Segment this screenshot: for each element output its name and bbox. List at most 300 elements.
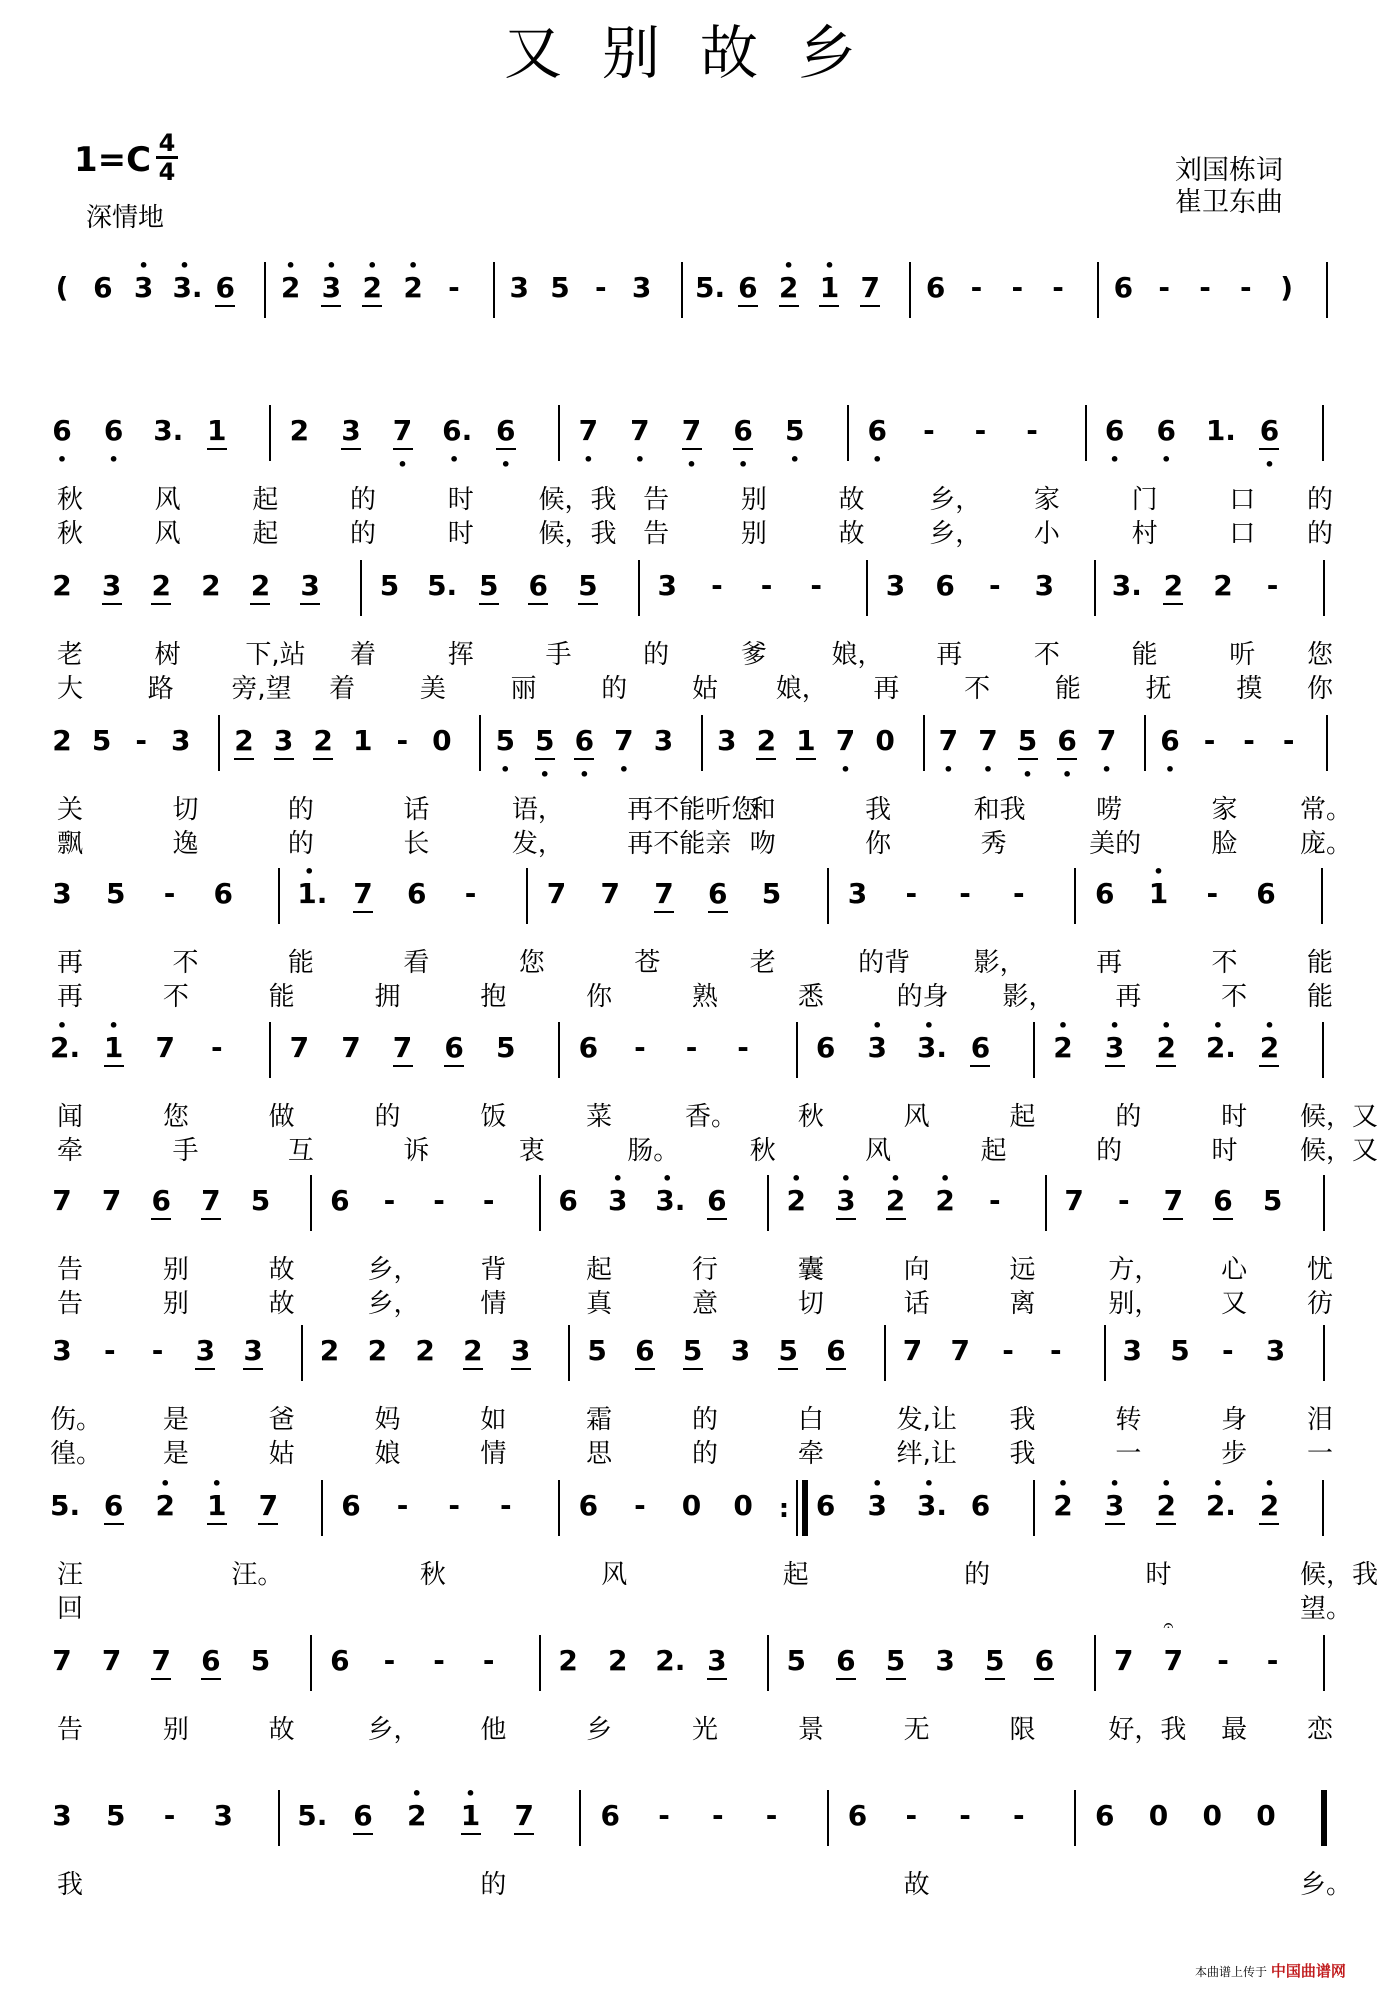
music-row <box>0 262 1400 322</box>
note: 6 <box>970 1489 991 1522</box>
note: 5 <box>983 1645 1007 1677</box>
lyric-word: 飘 <box>56 829 83 859</box>
note: 2 <box>754 725 778 757</box>
note: 7 <box>155 1031 175 1064</box>
note: • 2 <box>1257 1032 1281 1064</box>
lyric-word: 的 <box>287 829 314 859</box>
dash-note: - <box>163 877 176 910</box>
lyric-word: 乡 <box>586 1715 613 1745</box>
dash-note: - <box>448 1489 460 1522</box>
lyric-word: 长 <box>403 829 430 859</box>
dash-note: - <box>210 1031 223 1064</box>
barline <box>1322 405 1324 461</box>
lyric-word: 告 <box>643 519 670 549</box>
note: 6 <box>341 1489 361 1522</box>
lyric-word: 告 <box>56 1255 83 1285</box>
note: 7 <box>52 1184 72 1217</box>
lyric-word: 乡， <box>929 519 982 549</box>
time-signature-bottom: 4 <box>158 158 176 186</box>
lyric-line-1 <box>0 946 1400 980</box>
note: 2 <box>52 724 72 757</box>
lyric-line-2 <box>0 1437 1400 1471</box>
note: 6 <box>968 1032 992 1064</box>
lyric-word: 妈 <box>374 1405 401 1435</box>
note: 1. <box>1205 414 1236 447</box>
note: 0 <box>875 724 895 757</box>
lyric-word: 风 <box>154 519 181 549</box>
lyric-word: 不 <box>1033 640 1060 670</box>
lyric-word: 挥 <box>447 640 474 670</box>
note: 1 <box>205 415 229 447</box>
lyric-word: 关 <box>56 795 83 825</box>
lyric-word: 的 <box>374 1102 401 1132</box>
lyric-word: 影， <box>973 948 1026 978</box>
lyric-word: 脸 <box>1211 829 1238 859</box>
note: 6 <box>407 877 427 910</box>
lyric-word: 的 <box>350 485 377 515</box>
barline <box>558 405 560 461</box>
barline <box>681 262 683 318</box>
barline <box>1323 1325 1325 1381</box>
lyric-word: 景 <box>797 1715 824 1745</box>
dash-note: - <box>1011 271 1024 304</box>
music-row <box>0 560 1400 620</box>
dash-note: - <box>103 1334 116 1367</box>
note: • 1 <box>1147 878 1171 910</box>
dash-note: - <box>905 877 918 910</box>
note: 5 <box>91 724 112 757</box>
lyricist-credit: 刘国栋词 <box>1175 155 1283 186</box>
note: 5. <box>50 1489 81 1522</box>
note: 3 <box>298 570 322 602</box>
lyric-line-2 <box>0 517 1400 551</box>
note: • 7 <box>576 415 600 447</box>
lyric-word: 起 <box>1009 1102 1036 1132</box>
note: 3 <box>847 877 868 910</box>
lyric-word: 下,站 <box>245 640 306 670</box>
note: 7 <box>101 1184 122 1217</box>
note: 3 <box>657 569 678 602</box>
lyric-word: 娘， <box>831 640 884 670</box>
lyric-word: 告 <box>56 1715 83 1745</box>
lyric-word: 风 <box>865 1136 892 1166</box>
lyric-word: 老 <box>749 948 776 978</box>
lyric-word: 起 <box>980 1136 1007 1166</box>
barline <box>701 715 703 771</box>
barline <box>638 560 640 616</box>
note: 5. <box>427 569 458 602</box>
parenthesis: ( <box>55 271 69 304</box>
note: 5 <box>884 1645 908 1677</box>
note: 3 <box>213 1799 233 1832</box>
lyric-word: 一 <box>1306 1439 1333 1469</box>
lyric-word: 告 <box>643 485 670 515</box>
lyric-word: 发， <box>511 829 564 859</box>
note: • 1 <box>102 1032 126 1064</box>
lyric-word: 发,让 <box>896 1405 957 1435</box>
note: • 2 <box>1154 1490 1178 1522</box>
dash-note: - <box>1012 877 1025 910</box>
dash-note: - <box>383 1184 396 1217</box>
lyric-word: 摸 <box>1236 674 1263 704</box>
lyric-word: 时 <box>1145 1560 1172 1590</box>
lyric-word: 心 <box>1221 1255 1248 1285</box>
note: 3 <box>52 1799 72 1832</box>
note: 5 <box>1262 1184 1283 1217</box>
lyric-word: 爹 <box>740 640 767 670</box>
barline <box>264 262 266 318</box>
lyric-word: 一 <box>1115 1439 1142 1469</box>
dash-note: - <box>1266 1644 1279 1677</box>
barline <box>796 1022 798 1078</box>
lyric-word: 向 <box>903 1255 930 1285</box>
lyric-word: 门 <box>1131 485 1158 515</box>
note: 6 <box>1256 877 1276 910</box>
note: 7 <box>858 272 882 304</box>
note: • 2 <box>405 1800 429 1832</box>
barline <box>767 1635 769 1691</box>
lyric-word: 再 <box>1115 982 1142 1012</box>
dash-note: - <box>482 1184 495 1217</box>
note: 5 <box>761 877 782 910</box>
note: • 1 <box>205 1490 229 1522</box>
lyric-word: 乡， <box>367 1715 420 1745</box>
note: 3. <box>153 414 184 447</box>
lyric-word: 你 <box>865 829 892 859</box>
lyric-word: 是 <box>162 1405 189 1435</box>
barline <box>767 1175 769 1231</box>
note: • 1 <box>459 1800 483 1832</box>
lyric-word: 囊 <box>797 1255 824 1285</box>
lyric-word: 再不能听您 <box>627 795 758 825</box>
note: 3 <box>241 1335 265 1367</box>
note: 3 <box>52 1334 72 1367</box>
dash-note: - <box>1221 1334 1234 1367</box>
note: 5. <box>695 271 726 304</box>
lyric-word: 逸 <box>172 829 199 859</box>
lyric-word: 互 <box>287 1136 314 1166</box>
dash-note: - <box>595 271 607 304</box>
dash-note: - <box>1052 271 1064 304</box>
note: 3 <box>272 725 296 757</box>
barline <box>1144 715 1146 771</box>
lyric-word: 切 <box>797 1289 824 1319</box>
note: 5 <box>681 1335 705 1367</box>
lyric-word: 能 <box>268 982 295 1012</box>
lyric-word: 回 <box>56 1594 83 1624</box>
lyric-word: 肠。 <box>627 1136 680 1166</box>
lyric-word: 再 <box>56 948 83 978</box>
lyric-word: 香。 <box>685 1102 738 1132</box>
lyric-word: 情 <box>480 1439 507 1469</box>
lyric-word: 不 <box>172 948 199 978</box>
note: 6 <box>213 272 237 304</box>
lyric-word: 意 <box>691 1289 718 1319</box>
final-barline <box>1321 1790 1327 1846</box>
lyric-word: 别， <box>1108 1289 1161 1319</box>
dash-note: - <box>970 271 983 304</box>
note: 0 <box>733 1489 753 1522</box>
dash-note: - <box>711 569 723 602</box>
note: 0 <box>1202 1799 1222 1832</box>
dash-note: - <box>988 569 1001 602</box>
music-row <box>0 1790 1400 1850</box>
lyric-word: 望。 <box>1300 1594 1353 1624</box>
note: 3 <box>509 271 529 304</box>
lyric-word: 汪。 <box>231 1560 284 1590</box>
note: 6 <box>93 271 113 304</box>
dash-note: - <box>1026 414 1038 447</box>
note: • 3 <box>1103 1032 1127 1064</box>
note: • 3 <box>132 272 156 304</box>
lyric-word: 别 <box>740 485 767 515</box>
lyric-word: 风 <box>601 1560 628 1590</box>
dash-note: - <box>482 1644 495 1677</box>
barline <box>1033 1480 1035 1536</box>
lyric-word: 步 <box>1221 1439 1248 1469</box>
lyric-word: 能 <box>287 948 314 978</box>
lyric-word: 秋 <box>797 1102 824 1132</box>
barline <box>321 1480 323 1536</box>
note: 5 <box>106 1799 126 1832</box>
note: 3 <box>705 1645 729 1677</box>
dash-note: - <box>1049 1334 1062 1367</box>
lyric-word: 的 <box>1306 519 1333 549</box>
barline <box>310 1175 312 1231</box>
note: 7 <box>512 1800 536 1832</box>
lyric-word: 起 <box>586 1255 613 1285</box>
barline <box>1321 868 1323 924</box>
barline <box>479 715 481 771</box>
lyric-word: 手 <box>545 640 572 670</box>
lyric-word: 时 <box>1211 1136 1238 1166</box>
lyric-word: 美的 <box>1089 829 1142 859</box>
time-signature <box>154 130 180 185</box>
note: • 7 <box>936 725 960 757</box>
lyric-word: 语， <box>511 795 564 825</box>
watermark-text: 本曲谱上传于 <box>1195 1965 1268 1979</box>
lyric-word: 家 <box>1033 485 1060 515</box>
note: 2. <box>655 1644 686 1677</box>
barline <box>909 262 911 318</box>
lyric-word: 是 <box>162 1439 189 1469</box>
note: 5 <box>250 1644 271 1677</box>
lyric-word: 熟 <box>691 982 718 1012</box>
dash-note: - <box>1203 724 1216 757</box>
note: 6 <box>351 1800 375 1832</box>
note: • 6 <box>865 415 889 447</box>
barline <box>827 868 829 924</box>
lyric-word: 风 <box>154 485 181 515</box>
note: 3. <box>1111 569 1142 602</box>
lyric-word: 秋 <box>56 519 83 549</box>
dash-note: - <box>448 271 460 304</box>
lyric-word: 徨。 <box>50 1439 103 1469</box>
note: 3 <box>935 1644 955 1677</box>
barline <box>558 1022 560 1078</box>
note: 5 <box>587 1334 607 1367</box>
note: • 2 <box>784 1185 808 1217</box>
lyric-word: 思 <box>586 1439 613 1469</box>
dash-note: - <box>1117 1184 1130 1217</box>
lyric-word: 白 <box>797 1405 824 1435</box>
lyric-word: 您 <box>1306 640 1333 670</box>
lyric-word: 忧 <box>1306 1255 1333 1285</box>
dash-note: - <box>464 877 477 910</box>
note: • 3 <box>865 1490 889 1522</box>
lyric-word: 看 <box>403 948 430 978</box>
note: 6 <box>847 1799 868 1832</box>
lyric-word: 的 <box>601 674 628 704</box>
note: • 5 <box>1016 725 1040 757</box>
lyric-word: 候，我 <box>538 519 617 549</box>
note: 7 <box>101 1644 122 1677</box>
lyric-word: 抚 <box>1145 674 1172 704</box>
music-row <box>0 1325 1400 1385</box>
note: • 2 <box>401 272 425 304</box>
note: 3 <box>193 1335 217 1367</box>
dash-note: - <box>988 1184 1001 1217</box>
lyric-word: 娘， <box>775 674 828 704</box>
note: • 6. <box>442 415 466 447</box>
time-signature-top: 4 <box>158 129 176 157</box>
lyric-word: 秀 <box>980 829 1007 859</box>
note: • 7 <box>628 415 652 447</box>
dash-note: - <box>1012 1799 1025 1832</box>
note: 3 <box>170 724 191 757</box>
lyric-word: 绊,让 <box>896 1439 957 1469</box>
note: 6 <box>824 1335 848 1367</box>
barline <box>1074 868 1076 924</box>
lyric-word: 再 <box>873 674 900 704</box>
note: 7 <box>546 877 567 910</box>
lyric-word: 能 <box>1054 674 1081 704</box>
lyric-word: 不 <box>1221 982 1248 1012</box>
note: 2 <box>367 1334 388 1367</box>
dash-note: - <box>1002 1334 1014 1367</box>
note: 7 <box>950 1334 970 1367</box>
note: • 3 <box>865 1032 889 1064</box>
note: 6 <box>558 1184 578 1217</box>
note: 2 <box>415 1334 435 1367</box>
lyric-word: 大 <box>56 674 83 704</box>
lyric-line-1 <box>0 1868 1400 1902</box>
note: 7 <box>1064 1184 1084 1217</box>
barline <box>526 868 528 924</box>
note: • 3 <box>1103 1490 1127 1522</box>
note: 3 <box>717 724 737 757</box>
note: 6 <box>706 878 730 910</box>
lyric-word: 悉 <box>797 982 824 1012</box>
note: • 5 <box>493 725 517 757</box>
lyric-word: 切 <box>172 795 199 825</box>
note: 5 <box>496 1031 516 1064</box>
lyric-word: 离 <box>1009 1289 1036 1319</box>
lyric-word: 的 <box>964 1560 991 1590</box>
note: • 7 <box>612 725 636 757</box>
lyric-word: 乡， <box>367 1289 420 1319</box>
dash-note: - <box>499 1489 512 1522</box>
dash-note: - <box>1158 271 1171 304</box>
note: 7 <box>652 878 676 910</box>
lyric-line-2 <box>0 672 1400 706</box>
dash-note: - <box>959 877 971 910</box>
note: 7 <box>199 1185 223 1217</box>
lyric-word: 方， <box>1108 1255 1161 1285</box>
upload-watermark <box>1195 1960 1346 1981</box>
lyric-word: 最 <box>1221 1715 1248 1745</box>
lyric-word: 我 <box>1009 1405 1036 1435</box>
lyric-word: 能 <box>1306 948 1333 978</box>
lyric-word: 着 <box>329 674 356 704</box>
lyric-line-1 <box>0 1403 1400 1437</box>
lyric-line-2 <box>0 1287 1400 1321</box>
lyric-word: 您 <box>518 948 545 978</box>
lyric-word: 故 <box>268 1289 295 1319</box>
note: 0 <box>1256 1799 1276 1832</box>
lyric-line-1 <box>0 793 1400 827</box>
barline <box>579 1790 581 1846</box>
lyric-word: 拥 <box>374 982 401 1012</box>
lyric-word: 如 <box>480 1405 507 1435</box>
lyric-word: 不 <box>964 674 991 704</box>
lyric-word: 光 <box>691 1715 718 1745</box>
note: 7 <box>1114 1644 1134 1677</box>
barline <box>310 1635 312 1691</box>
note: 5 <box>379 569 400 602</box>
note: 1 <box>352 724 373 757</box>
note: 6 <box>834 1645 858 1677</box>
note: • 6 <box>102 415 126 447</box>
lyric-line-1 <box>0 1253 1400 1287</box>
note: 2 <box>1213 569 1233 602</box>
note: • 3 <box>319 272 343 304</box>
note: • 6 <box>572 725 596 757</box>
note: • 6 <box>1257 415 1281 447</box>
note: 2 <box>1161 570 1185 602</box>
note: • 2. <box>1206 1490 1230 1522</box>
note: 2 <box>289 414 310 447</box>
lyric-word: 行 <box>691 1255 718 1285</box>
music-row <box>0 1175 1400 1235</box>
lyric-word: 诉 <box>403 1136 430 1166</box>
fermata-icon: 𝄐 <box>1163 1615 1174 1636</box>
lyric-word: 起 <box>782 1560 809 1590</box>
note: 6 <box>600 1799 620 1832</box>
watermark-brand: 中国曲谱网 <box>1270 1962 1346 1980</box>
key-signature: 1=C <box>74 140 152 180</box>
lyric-word: 的 <box>1306 485 1333 515</box>
barline <box>1326 715 1328 771</box>
dash-note: - <box>923 414 935 447</box>
note: • 6 <box>50 415 74 447</box>
note: • 5 <box>533 725 557 757</box>
lyric-word: 村 <box>1131 519 1158 549</box>
lyric-word: 再 <box>56 982 83 1012</box>
lyric-word: 再 <box>1096 948 1123 978</box>
note: 6 <box>736 272 760 304</box>
lyric-word: 的 <box>480 1870 507 1900</box>
lyric-line-1 <box>0 483 1400 517</box>
lyric-word: 不 <box>1211 948 1238 978</box>
lyric-word: 苍 <box>634 948 661 978</box>
lyric-line-2 <box>0 980 1400 1014</box>
dash-note: - <box>151 1334 164 1367</box>
dash-note: - <box>1199 271 1211 304</box>
lyric-word: 情 <box>480 1289 507 1319</box>
lyric-word: 限 <box>1009 1715 1036 1745</box>
barline <box>1085 405 1087 461</box>
